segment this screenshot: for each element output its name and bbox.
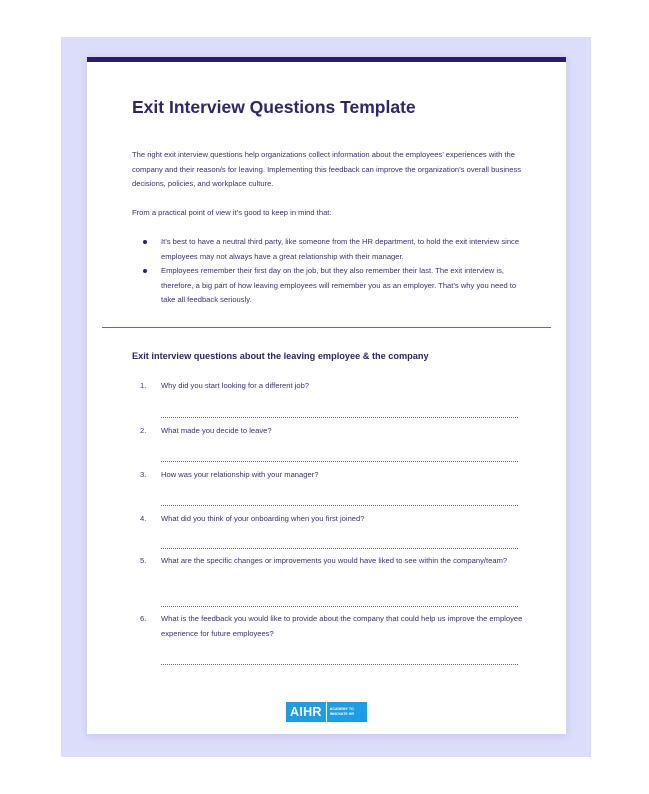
question-text: What did you think of your onboarding when you first joined?	[161, 514, 365, 523]
tip-item	[132, 235, 527, 264]
section-heading: Exit interview questions about the leaving employee & the company	[132, 351, 429, 361]
aihr-logo	[286, 702, 367, 722]
question-number: 1.	[140, 381, 147, 390]
logo-tagline: ACADEMY TO INNOVATE HR	[326, 702, 367, 722]
question-text: How was your relationship with your manager?	[161, 470, 319, 479]
practical-note: From a practical point of view it’s good to keep in mind that:	[132, 208, 332, 217]
answer-line[interactable]	[161, 461, 518, 462]
intro-paragraph: The right exit interview questions help organizations collect information about the employees’ experiences with the company and their reason/s for leaving. Implementing this feedback can improve the organization’s overall business decisions, policies, and workplace culture.	[132, 150, 522, 188]
question-text: What made you decide to leave?	[161, 426, 272, 435]
question-number: 3.	[140, 470, 147, 479]
answer-line[interactable]	[161, 548, 518, 549]
bullet-icon	[143, 269, 147, 273]
question-number: 5.	[140, 556, 147, 565]
logo-wordmark: AIHR	[286, 702, 326, 722]
tips-list	[132, 235, 527, 308]
document-title: Exit Interview Questions Template	[132, 97, 416, 117]
question-number: 4.	[140, 514, 147, 523]
tip-item	[132, 264, 527, 308]
question-text: What is the feedback you would like to provide about the company that could help us improve the employee experience for future employees?	[161, 614, 523, 638]
section-divider	[102, 327, 551, 328]
answer-line[interactable]	[161, 417, 518, 418]
question-text: What are the specific changes or improvements you would have liked to see within the company/team?	[161, 556, 508, 565]
answer-line[interactable]	[161, 505, 518, 506]
question-text: Why did you start looking for a different job?	[161, 381, 310, 390]
bullet-icon	[143, 240, 147, 244]
tip-text: It’s best to have a neutral third party, like someone from the HR department, to hold the exit interview since employees may not always have a great relationship with their manager.	[161, 237, 520, 261]
tip-text: Employees remember their first day on the job, but they also remember their last. The exit interview is, therefore, a big part of how leaving employees will remember you as an employer. That’s why you need to take all feedback seriously.	[161, 266, 517, 304]
question-number: 2.	[140, 426, 147, 435]
answer-line[interactable]	[161, 606, 518, 607]
answer-line[interactable]	[161, 664, 518, 665]
question-number: 6.	[140, 614, 147, 623]
top-accent-bar	[87, 57, 566, 62]
document-page	[87, 57, 566, 734]
